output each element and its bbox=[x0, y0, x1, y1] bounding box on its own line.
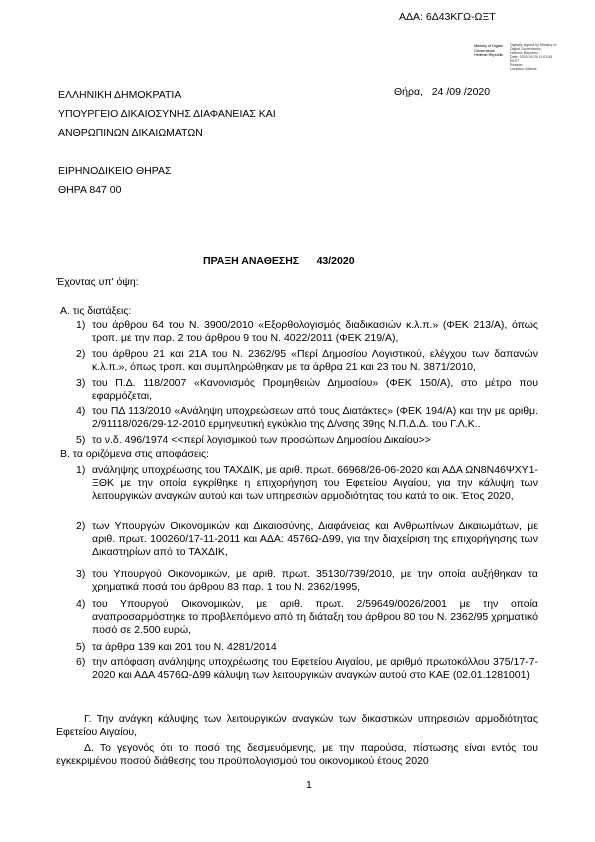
list-item bbox=[76, 568, 538, 596]
stamp-line: Digitally signed by Ministry of bbox=[510, 43, 557, 47]
page-title: ΠΡΑΞΗ ΑΝΑΘΕΣΗΣ 43/2020 bbox=[203, 255, 355, 267]
list-item-number: 5) bbox=[76, 641, 86, 653]
section-a-heading: Α. τις διατάξεις: bbox=[60, 305, 132, 317]
list-item-text: του Υπουργού Οικονομικών, με αριθ. πρωτ. 2/59649/0026/2001 με την οποία αναπροσαρμόστηκε το προβλεπόμενο από τη διάταξη του άρθρου 80 του Ν. 2362/95 χρηματικό ποσό σε 2.500 ευρώ, bbox=[92, 598, 538, 637]
stamp-line: Date: 2020.09.24 11:01:55 bbox=[510, 55, 553, 59]
list-item-number: 2) bbox=[76, 348, 86, 360]
list-item bbox=[76, 598, 538, 640]
ada-code: ΑΔΑ: 6Δ43ΚΓΩ-ΩΞΤ bbox=[399, 11, 496, 23]
stamp-line: EEST bbox=[510, 59, 520, 63]
court-block bbox=[58, 162, 171, 200]
list-item bbox=[76, 641, 538, 655]
stamp-line: Hellenic Republic bbox=[510, 51, 538, 55]
section-b-heading: Β. τα οριζόμενα στις αποφάσεις: bbox=[60, 448, 209, 460]
stamp-line: Location: Athens bbox=[510, 67, 537, 71]
header-authority bbox=[58, 86, 276, 143]
issuer-line: Ministry of Digital bbox=[474, 43, 503, 48]
place-date: Θήρα, 24 /09 /2020 bbox=[394, 86, 491, 98]
issuer-line: Hellenic Republic bbox=[474, 52, 504, 58]
list-item bbox=[76, 434, 538, 448]
header-line: ΑΝΘΡΩΠΙΝΩΝ ΔΙΚΑΙΩΜΑΤΩΝ bbox=[58, 127, 203, 139]
court-line: ΕΙΡΗΝΟΔΙΚΕΙΟ ΘΗΡΑΣ bbox=[58, 165, 172, 177]
list-item-text: των Υπουργών Οικονομικών και Δικαιοσύνης, Διαφάνειας και Ανθρωπίνων Δικαιωμάτων, με αριθ. πρωτ. 100260/17-11-2011 και ΑΔΑ: 4576Ω-Δ99, για την διαχείριση της επιχορήγησης των Δικαστηρίων από το ΤΑΧΔΙΚ, bbox=[92, 520, 538, 559]
list-item-number: 4) bbox=[76, 405, 86, 417]
paragraph-g: Γ. Την ανάγκη κάλυψης των λειτουργικών αναγκών των δικαστικών υπηρεσιών αρμοδιότητας Εφετείου Αιγαίου, bbox=[56, 713, 538, 739]
header-line: ΥΠΟΥΡΓΕΙΟ ΔΙΚΑΙΟΣΥΝΗΣ ΔΙΑΦΑΝΕΙΑΣ ΚΑΙ bbox=[58, 108, 276, 120]
list-item bbox=[76, 319, 538, 347]
header-line: ΕΛΛΗΝΙΚΗ ΔΗΜΟΚΡΑΤΙΑ bbox=[58, 89, 182, 101]
list-item-text: του άρθρου 64 του Ν. 3900/2010 «Εξορθολογισμός διαδικασιών κ.λ.π.» (ΦΕΚ 213/Α), όπως τροπ. με την παρ. 2 του άρθρου 9 του Ν. 4022/2011 (ΦΕΚ 219/Α), bbox=[92, 319, 538, 345]
list-item-number: 4) bbox=[76, 598, 86, 610]
list-item-text: το ν.δ. 496/1974 <<περί λογισμικού των προσώπων Δημοσίου Δικαίου>> bbox=[92, 434, 431, 446]
list-item-number: 6) bbox=[76, 656, 86, 668]
signature-stamp-details bbox=[510, 43, 556, 71]
signature-stamp-issuer bbox=[474, 44, 503, 58]
issuer-line: Governance bbox=[474, 47, 495, 53]
list-item-text: του ΠΔ 113/2010 «Ανάληψη υποχρεώσεων από τους Διατάκτες» (ΦΕΚ 194/Α) και την με αριθμ. 2/91118/026/29-12-2010 ερμηνευτική εγκύκλιο της Δ/νσης 39ης Ν.Π.Δ.Δ. του Γ.Λ.Κ.. bbox=[92, 405, 538, 431]
page-number: 1 bbox=[306, 779, 312, 791]
list-item bbox=[76, 405, 538, 433]
list-item bbox=[76, 520, 538, 562]
list-item-text: την απόφαση ανάληψης υποχρέωσης του Εφετείου Αιγαίου, με αριθμό πρωτοκόλλου 375/17-7-2020 και ΑΔΑ 4576Ω-Δ99 κάλυψη των λειτουργικών αναγκών αυτού στο ΚΑΕ (02.01.1281001) bbox=[92, 656, 538, 682]
list-item-text: του Υπουργού Οικονομικών, με αριθ. πρωτ. 35130/739/2010, με την οποία αυξήθηκαν τα χρηματικά ποσά του άρθρου 83 παρ. 1 του Ν. 2362/1995, bbox=[92, 568, 538, 594]
intro-text: Έχοντας υπ' όψη: bbox=[56, 276, 139, 288]
list-item bbox=[76, 464, 538, 520]
list-item-number: 1) bbox=[76, 464, 86, 476]
list-item-text: ανάληψης υποχρέωσης του ΤΑΧΔΙΚ, με αριθ. πρωτ. 66968/26-06-2020 και ΑΔΑ ΩΝ8Ν46ΨΧΥ1-ΞΘΚ με την οποία εγκρίθηκε η επιχορήγηση του Εφετείου Αιγαίου, για την κάλυψη των λειτουργικών αναγκών αυτού και των υπηρεσιών αρμοδιότητας του κατά το οικ. Έτος 2020, bbox=[92, 464, 538, 503]
list-item bbox=[76, 348, 538, 376]
stamp-line: Digital Governance, bbox=[510, 47, 542, 51]
list-item-number: 3) bbox=[76, 568, 86, 580]
court-line: ΘΗΡΑ 847 00 bbox=[58, 184, 122, 196]
list-item-text: του άρθρου 21 και 21Α του Ν. 2362/95 «Περί Δημοσίου Λογιστικού, ελέγχου των δαπανών κ.λ.π.», όπως τροπ. και συμπληρώθηκαν με τα άρθρα 21 και 23 του Ν. 3871/2010, bbox=[92, 348, 538, 374]
stamp-line: Reason: bbox=[510, 63, 524, 67]
list-item-number: 1) bbox=[76, 319, 86, 331]
list-item bbox=[76, 377, 538, 405]
list-item-number: 3) bbox=[76, 377, 86, 389]
list-item-number: 5) bbox=[76, 434, 86, 446]
list-item-text: τα άρθρα 139 και 201 του Ν. 4281/2014 bbox=[92, 641, 277, 653]
list-item bbox=[76, 656, 538, 698]
list-item-number: 2) bbox=[76, 520, 86, 532]
paragraph-d: Δ. Το γεγονός ότι το ποσό της δεσμευόμενης, με την παρούσα, πίστωσης είναι εντός του εγκεκριμένου ποσού διάθεσης του προϋπολογισμού του οικονομικού έτους 2020 bbox=[56, 742, 538, 768]
list-item-text: του Π.Δ. 118/2007 «Κανονισμός Προμηθειών Δημοσίου» (ΦΕΚ 150/Α), στο μέτρο που εφαρμόζεται, bbox=[92, 377, 538, 403]
